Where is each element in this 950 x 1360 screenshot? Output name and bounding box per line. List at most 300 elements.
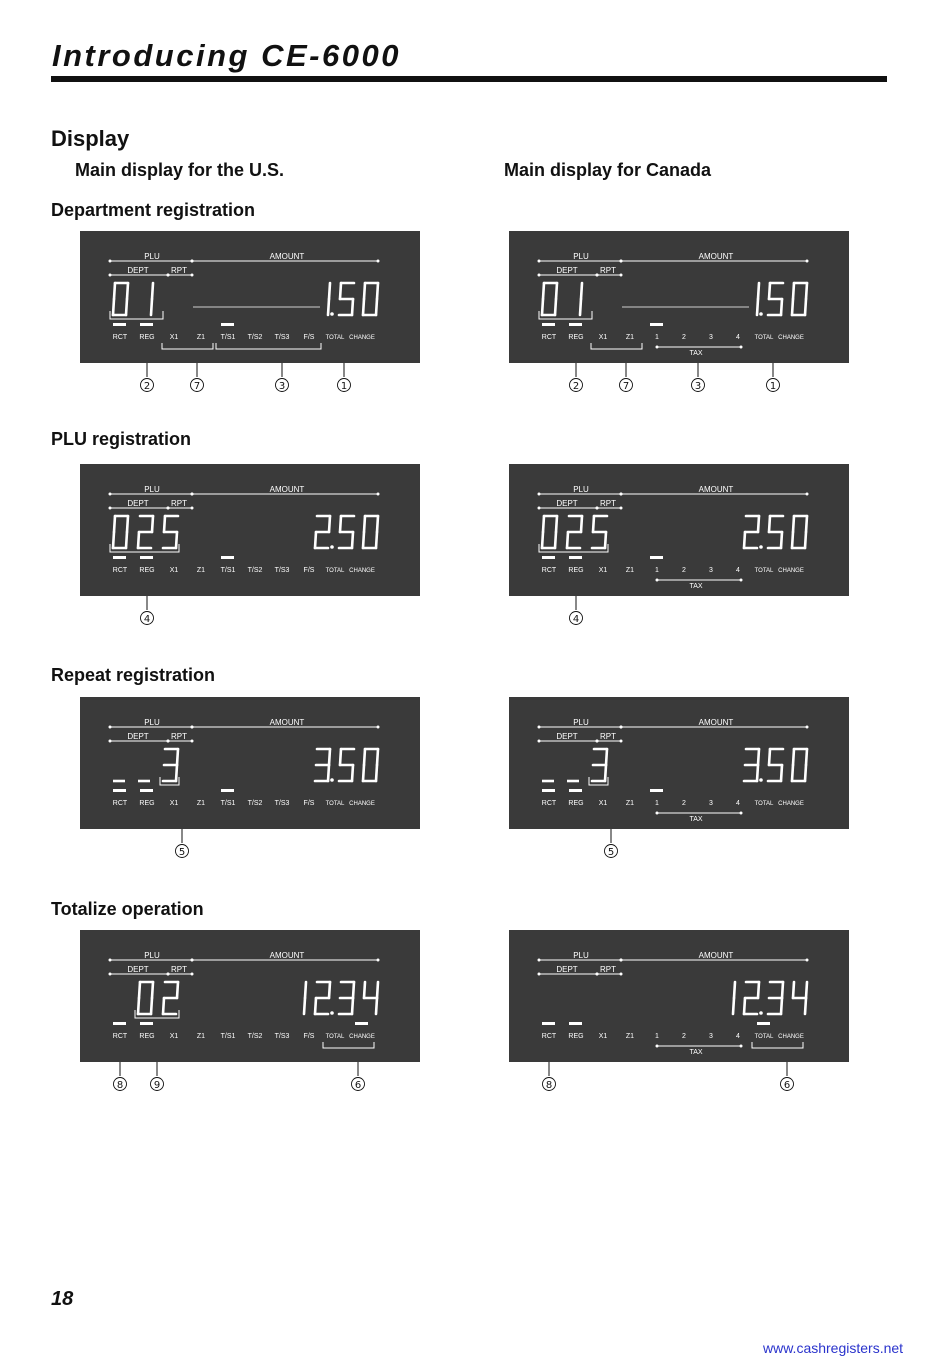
led-segment — [781, 998, 782, 1014]
indicator-label: X1 — [598, 1033, 608, 1040]
led-segment — [329, 283, 330, 299]
callout-number: 2 — [572, 381, 580, 392]
indicator-label: REG — [568, 567, 584, 574]
indicator-label: RCT — [112, 800, 128, 807]
led-segment — [352, 765, 353, 781]
indicator-label: Z1 — [196, 1033, 206, 1040]
indicator-bar — [569, 556, 582, 559]
indicator-label: RCT — [541, 334, 557, 341]
column-heading-canada: Main display for Canada — [504, 160, 712, 180]
indicator-label: T/S2 — [247, 334, 263, 341]
led-segment — [792, 765, 793, 781]
led-segment — [606, 749, 607, 765]
callout-row-canada — [509, 596, 849, 636]
plu-range-line-end — [538, 726, 541, 729]
rpt-label: RPT — [171, 266, 187, 275]
led-segment — [758, 516, 759, 532]
led-segment — [556, 516, 557, 532]
led-segment — [377, 516, 378, 532]
indicator-label: F/S — [303, 800, 315, 807]
indicator-label: 3 — [709, 334, 713, 341]
indicator-label: REG — [139, 800, 155, 807]
amount-range-line-end — [191, 959, 194, 962]
indicator-label: T/S1 — [220, 567, 236, 574]
led-segment — [329, 982, 330, 998]
rpt-label: RPT — [600, 266, 616, 275]
rpt-label: RPT — [171, 732, 187, 741]
indicator-bar — [113, 556, 126, 559]
indicator-label: REG — [139, 1033, 155, 1040]
callout-number: 2 — [143, 381, 151, 392]
indicator-bracket — [216, 343, 321, 349]
led-segment — [734, 982, 735, 998]
led-segment — [364, 749, 365, 765]
indicator-bar — [569, 789, 582, 792]
led-segment — [806, 516, 807, 532]
indicator-label: 1 — [655, 334, 659, 341]
led-segment — [138, 532, 139, 548]
tax-range-line-end — [656, 579, 659, 582]
rpt-range-line-end — [596, 507, 599, 510]
indicator-bar — [569, 323, 582, 326]
callout-number: 1 — [340, 381, 348, 392]
led-segment — [793, 283, 794, 299]
indicator-bar — [140, 323, 153, 326]
tax-label: TAX — [689, 583, 703, 590]
rpt-range-line-end — [620, 274, 623, 277]
indicator-label: T/S1 — [220, 1033, 236, 1040]
amount-label: AMOUNT — [698, 252, 734, 261]
indicator-bar — [140, 789, 153, 792]
dept-label: DEPT — [556, 965, 578, 974]
callout-number: 6 — [783, 1080, 791, 1091]
indicator-label: TOTAL — [325, 1034, 345, 1040]
led-segment — [769, 516, 770, 532]
indicator-label: CHANGE — [349, 1034, 375, 1040]
plu-range-line-end — [538, 493, 541, 496]
title-rule — [51, 76, 887, 82]
led-segment — [329, 516, 330, 532]
indicator-bar — [355, 1022, 368, 1025]
led-segment — [793, 982, 794, 998]
indicator-bar — [569, 1022, 582, 1025]
callout-row-us — [80, 1062, 420, 1102]
led-display — [80, 231, 420, 363]
led-segment — [114, 516, 115, 532]
indicator-bar — [221, 556, 234, 559]
indicator-bar — [140, 1022, 153, 1025]
amount-range-line-end — [806, 260, 809, 263]
led-segment — [769, 749, 770, 765]
led-segment — [315, 998, 316, 1014]
dept-label: DEPT — [556, 732, 578, 741]
rpt-label: RPT — [171, 499, 187, 508]
led-segment — [556, 283, 557, 299]
led-segment — [126, 532, 127, 548]
amount-label: AMOUNT — [269, 718, 305, 727]
indicator-bar — [542, 789, 555, 792]
indicator-bar — [650, 323, 663, 326]
dept-range-line-end — [109, 973, 112, 976]
subsection-heading: Repeat registration — [51, 665, 216, 685]
page-number: 18 — [51, 1288, 74, 1310]
rpt-label: RPT — [600, 499, 616, 508]
dept-range-line-end — [538, 740, 541, 743]
led-segment — [363, 765, 364, 781]
indicator-label: TOTAL — [754, 801, 774, 807]
amount-label: AMOUNT — [269, 252, 305, 261]
plu-range-line-end — [538, 260, 541, 263]
callout-number: 9 — [153, 1080, 161, 1091]
indicator-label: X1 — [598, 567, 608, 574]
amount-range-line-end — [377, 726, 380, 729]
indicator-label: CHANGE — [778, 1034, 804, 1040]
callout-row-us — [80, 829, 420, 869]
plu-label: PLU — [144, 951, 160, 960]
led-segment — [151, 998, 152, 1014]
led-segment — [758, 283, 759, 299]
rpt-label: RPT — [171, 965, 187, 974]
page-title: Introducing CE-6000 — [52, 38, 401, 73]
callout-number: 8 — [116, 1080, 124, 1091]
rpt-range-line-end — [191, 740, 194, 743]
led-segment — [139, 982, 140, 998]
indicator-label: Z1 — [196, 567, 206, 574]
led-segment — [781, 532, 782, 548]
amount-range-line-end — [620, 260, 623, 263]
indicator-label: REG — [568, 334, 584, 341]
amount-label: AMOUNT — [269, 951, 305, 960]
dept-range-line-end — [538, 973, 541, 976]
amount-range-line-end — [620, 726, 623, 729]
indicator-label: F/S — [303, 334, 315, 341]
led-segment — [542, 532, 543, 548]
decimal-point — [759, 778, 763, 782]
indicator-label: REG — [568, 1033, 584, 1040]
dept-range-line-end — [109, 507, 112, 510]
subsection-heading: Department registration — [51, 200, 256, 220]
indicator-label: X1 — [598, 800, 608, 807]
indicator-label: 4 — [736, 1033, 740, 1040]
rpt-range-line-end — [167, 740, 170, 743]
indicator-label: T/S2 — [247, 800, 263, 807]
indicator-label: 2 — [682, 334, 686, 341]
callout-number: 3 — [694, 381, 702, 392]
rpt-label: RPT — [600, 965, 616, 974]
led-segment — [305, 982, 306, 998]
rpt-range-line-end — [620, 740, 623, 743]
indicator-label: T/S2 — [247, 567, 263, 574]
led-segment — [364, 982, 365, 998]
plu-label: PLU — [144, 252, 160, 261]
callout-row-us — [80, 596, 420, 636]
subsection-heading: PLU registration — [51, 429, 192, 449]
plu-label: PLU — [573, 718, 589, 727]
led-segment — [377, 982, 378, 998]
led-segment — [304, 998, 305, 1014]
led-segment — [113, 299, 114, 315]
rpt-range-line-end — [596, 274, 599, 277]
led-segment — [363, 532, 364, 548]
dept-range-line-end — [538, 274, 541, 277]
plu-range-line-end — [109, 726, 112, 729]
led-segment — [352, 532, 353, 548]
amount-label: AMOUNT — [698, 485, 734, 494]
led-segment — [805, 765, 806, 781]
indicator-label: RCT — [541, 567, 557, 574]
rpt-range-line-end — [596, 740, 599, 743]
dept-label: DEPT — [127, 266, 149, 275]
indicator-label: RCT — [541, 1033, 557, 1040]
indicator-label: T/S3 — [274, 334, 290, 341]
led-segment — [127, 516, 128, 532]
amount-range-line-end — [620, 493, 623, 496]
indicator-label: 2 — [682, 1033, 686, 1040]
led-segment — [593, 516, 594, 532]
led-segment — [757, 299, 758, 315]
amount-range-line-end — [191, 726, 194, 729]
tax-range-line-end — [656, 346, 659, 349]
tax-range-line-end — [656, 812, 659, 815]
callout-number: 4 — [572, 614, 580, 625]
amount-range-line-end — [806, 959, 809, 962]
led-segment — [605, 765, 606, 781]
led-segment — [580, 299, 581, 315]
led-segment — [581, 516, 582, 532]
led-segment — [793, 516, 794, 532]
led-segment — [364, 516, 365, 532]
display-panel-us — [80, 930, 420, 1062]
led-segment — [376, 765, 377, 781]
indicator-label: X1 — [169, 1033, 179, 1040]
plu-label: PLU — [144, 485, 160, 494]
plu-range-line-end — [109, 959, 112, 962]
led-segment — [152, 516, 153, 532]
decimal-point — [759, 312, 763, 316]
led-segment — [164, 516, 165, 532]
led-segment — [781, 299, 782, 315]
led-segment — [340, 516, 341, 532]
indicator-label: 2 — [682, 800, 686, 807]
led-segment — [329, 749, 330, 765]
callout-number: 6 — [354, 1080, 362, 1091]
callout-row-canada — [509, 363, 849, 403]
indicator-bracket — [162, 343, 213, 349]
led-display — [509, 464, 849, 596]
rpt-range-line-end — [191, 274, 194, 277]
led-segment — [733, 998, 734, 1014]
amount-range-line-end — [806, 493, 809, 496]
tax-range-line-end — [740, 1045, 743, 1048]
led-segment — [792, 532, 793, 548]
led-segment — [176, 765, 177, 781]
indicator-label: TOTAL — [325, 801, 345, 807]
indicator-label: X1 — [169, 800, 179, 807]
decimal-point — [330, 1011, 334, 1015]
led-segment — [542, 299, 543, 315]
led-segment — [377, 749, 378, 765]
dept-label: DEPT — [556, 499, 578, 508]
rpt-range-line-end — [596, 973, 599, 976]
indicator-label: REG — [139, 567, 155, 574]
led-segment — [363, 299, 364, 315]
led-segment — [605, 532, 606, 548]
indicator-label: 3 — [709, 800, 713, 807]
led-segment — [353, 982, 354, 998]
led-segment — [114, 283, 115, 299]
indicator-label: TOTAL — [754, 335, 774, 341]
callout-row-canada — [509, 829, 849, 869]
led-segment — [176, 532, 177, 548]
plu-label: PLU — [573, 485, 589, 494]
display-panel-us — [80, 697, 420, 829]
indicator-label: T/S3 — [274, 800, 290, 807]
indicator-label: T/S3 — [274, 1033, 290, 1040]
led-segment — [376, 299, 377, 315]
callout-number: 7 — [193, 381, 201, 392]
led-segment — [744, 532, 745, 548]
dept-range-line-end — [109, 274, 112, 277]
indicator-label: T/S1 — [220, 334, 236, 341]
callout-number: 5 — [178, 847, 186, 858]
callout-row-canada — [509, 1062, 849, 1102]
led-segment — [126, 299, 127, 315]
tax-range-line-end — [740, 812, 743, 815]
website-link[interactable]: www.cashregisters.net — [763, 1340, 904, 1356]
led-segment — [376, 998, 377, 1014]
rpt-range-line-end — [167, 973, 170, 976]
amount-range-line-end — [377, 260, 380, 263]
led-segment — [782, 982, 783, 998]
led-segment — [163, 998, 164, 1014]
display-panel-canada — [509, 930, 849, 1062]
dept-label: DEPT — [127, 499, 149, 508]
led-segment — [376, 532, 377, 548]
tax-range-line-end — [656, 1045, 659, 1048]
decimal-point — [330, 545, 334, 549]
dept-range-line-end — [109, 740, 112, 743]
led-display — [80, 930, 420, 1062]
plu-range-line-end — [109, 260, 112, 263]
indicator-label: 4 — [736, 334, 740, 341]
indicator-label: 3 — [709, 1033, 713, 1040]
led-segment — [152, 283, 153, 299]
indicator-bar — [542, 1022, 555, 1025]
indicator-label: X1 — [169, 567, 179, 574]
tax-range-line-end — [740, 579, 743, 582]
indicator-label: CHANGE — [778, 568, 804, 574]
amount-range-line-end — [191, 493, 194, 496]
led-segment — [377, 283, 378, 299]
indicator-label: TOTAL — [754, 568, 774, 574]
rpt-range-line-end — [620, 973, 623, 976]
led-segment — [758, 982, 759, 998]
led-segment — [555, 532, 556, 548]
indicator-label: 2 — [682, 567, 686, 574]
led-segment — [781, 765, 782, 781]
led-segment — [567, 532, 568, 548]
indicator-label: 4 — [736, 800, 740, 807]
indicator-label: X1 — [169, 334, 179, 341]
indicator-label: CHANGE — [349, 335, 375, 341]
indicator-label: 1 — [655, 800, 659, 807]
amount-range-line-end — [191, 260, 194, 263]
indicator-label: REG — [568, 800, 584, 807]
amount-label: AMOUNT — [698, 951, 734, 960]
indicator-label: T/S1 — [220, 800, 236, 807]
indicator-bar — [650, 789, 663, 792]
tax-label: TAX — [689, 1049, 703, 1056]
amount-label: AMOUNT — [269, 485, 305, 494]
led-segment — [328, 765, 329, 781]
indicator-label: TOTAL — [754, 1034, 774, 1040]
led-segment — [543, 283, 544, 299]
dept-label: DEPT — [556, 266, 578, 275]
led-segment — [315, 532, 316, 548]
plu-label: PLU — [144, 718, 160, 727]
amount-label: AMOUNT — [698, 718, 734, 727]
indicator-label: X1 — [598, 334, 608, 341]
display-panel-canada — [509, 464, 849, 596]
indicator-bar — [542, 556, 555, 559]
indicator-label: Z1 — [625, 334, 635, 341]
rpt-label: RPT — [600, 732, 616, 741]
led-segment — [352, 299, 353, 315]
plu-range-line-end — [109, 493, 112, 496]
plu-label: PLU — [573, 252, 589, 261]
led-segment — [364, 283, 365, 299]
rpt-range-line-end — [167, 507, 170, 510]
amount-range-line-end — [377, 493, 380, 496]
led-segment — [805, 299, 806, 315]
dept-label: DEPT — [127, 732, 149, 741]
led-segment — [151, 299, 152, 315]
led-display — [509, 697, 849, 829]
indicator-bracket — [591, 343, 642, 349]
indicator-label: CHANGE — [349, 568, 375, 574]
led-segment — [152, 982, 153, 998]
indicator-label: Z1 — [625, 800, 635, 807]
indicator-label: 1 — [655, 567, 659, 574]
display-panel-canada — [509, 231, 849, 363]
led-segment — [758, 749, 759, 765]
indicator-label: F/S — [303, 567, 315, 574]
led-segment — [806, 749, 807, 765]
indicator-bar — [542, 323, 555, 326]
dept-label: DEPT — [127, 965, 149, 974]
decimal-point — [330, 312, 334, 316]
indicator-label: RCT — [541, 800, 557, 807]
indicator-label: Z1 — [625, 1033, 635, 1040]
led-segment — [340, 283, 341, 299]
display-panel-us — [80, 464, 420, 596]
section-heading: Display — [51, 126, 130, 151]
callout-row-us — [80, 363, 420, 403]
led-segment — [127, 283, 128, 299]
indicator-label: Z1 — [196, 800, 206, 807]
indicator-label: CHANGE — [349, 801, 375, 807]
indicator-label: T/S2 — [247, 1033, 263, 1040]
rpt-range-line-end — [167, 274, 170, 277]
led-segment — [138, 998, 139, 1014]
led-segment — [806, 283, 807, 299]
decimal-point — [330, 778, 334, 782]
indicator-label: CHANGE — [778, 335, 804, 341]
callout-number: 4 — [143, 614, 151, 625]
indicator-label: T/S3 — [274, 567, 290, 574]
amount-range-line-end — [377, 959, 380, 962]
indicator-bar — [140, 556, 153, 559]
